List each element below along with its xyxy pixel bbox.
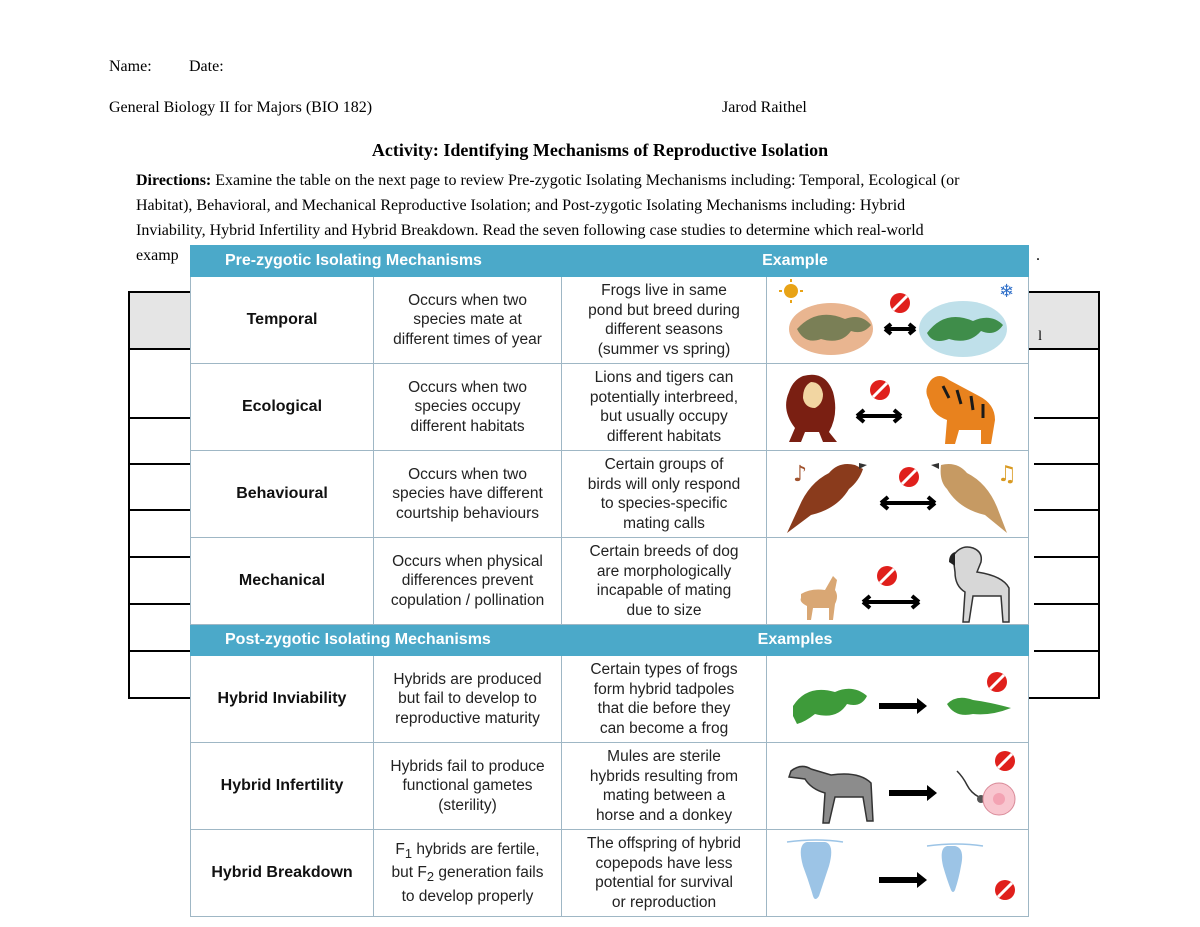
- directions-line-3: Inviability, Hybrid Infertility and Hybrid Breakdown. Read the seven following case studies to determine which real-world: [136, 222, 924, 239]
- copepods-icon: [767, 830, 1029, 917]
- table-row: [191, 743, 1029, 830]
- background-fragment: l: [1038, 329, 1042, 344]
- mechanism-example: Certain breeds of dog are morphologically incapable of mating due to size: [562, 538, 767, 625]
- lion-tiger-icon: [767, 364, 1029, 451]
- table-row: [191, 277, 1029, 364]
- dogs-size-icon: [767, 538, 1029, 625]
- date-label: Date:: [189, 58, 224, 75]
- mechanism-name: Ecological: [191, 364, 374, 451]
- mechanisms-table-image: [190, 245, 1028, 914]
- post-zygotic-header-row: [191, 625, 1029, 656]
- post-example-header: Examples: [562, 625, 1029, 656]
- mechanism-description: Occurs when two species mate at different times of year: [374, 277, 562, 364]
- post-zygotic-header: Post-zygotic Isolating Mechanisms: [191, 625, 562, 656]
- author-name: Jarod Raithel: [722, 99, 807, 116]
- frog-tadpole-icon: [767, 656, 1029, 743]
- pre-zygotic-header-row: [191, 246, 1029, 277]
- directions-line-4-start: examp: [136, 247, 179, 264]
- birds-song-icon: [767, 451, 1029, 538]
- table-row: [191, 364, 1029, 451]
- mechanism-name: Hybrid Inviability: [191, 656, 374, 743]
- directions-line-2: Habitat), Behavioral, and Mechanical Reproductive Isolation; and Post-zygotic Isolating Mechanisms including: Hybrid: [136, 197, 906, 214]
- mechanism-example: Lions and tigers can potentially interbreed, but usually occupy different habitats: [562, 364, 767, 451]
- course-title: General Biology II for Majors (BIO 182): [109, 99, 373, 116]
- svg-text:♫: ♫: [997, 462, 1017, 487]
- svg-text:♪: ♪: [793, 462, 808, 487]
- mechanism-name: Hybrid Infertility: [191, 743, 374, 830]
- table-row: [191, 451, 1029, 538]
- mule-gamete-icon: [767, 743, 1029, 830]
- mechanism-description: Occurs when two species have different courtship behaviours: [374, 451, 562, 538]
- mechanism-example: Mules are sterile hybrids resulting from mating between a horse and a donkey: [562, 743, 767, 830]
- mechanism-name: Hybrid Breakdown: [191, 830, 374, 917]
- svg-text:❄: ❄: [999, 281, 1015, 302]
- mechanism-name: Mechanical: [191, 538, 374, 625]
- mechanism-example: Certain groups of birds will only respond to species-specific mating calls: [562, 451, 767, 538]
- table-row: [191, 830, 1029, 917]
- table-row: [191, 656, 1029, 743]
- table-row: [191, 538, 1029, 625]
- mechanisms-table: [190, 245, 1029, 917]
- mechanism-description: Hybrids fail to produce functional gametes (sterility): [374, 743, 562, 830]
- activity-title: Activity: Identifying Mechanisms of Reproductive Isolation: [371, 140, 829, 160]
- name-label: Name:: [109, 58, 152, 75]
- mechanism-name: Temporal: [191, 277, 374, 364]
- directions-line-4-end: .: [1036, 247, 1040, 264]
- directions-line-1: Examine the table on the next page to review Pre-zygotic Isolating Mechanisms including: Temporal, Ecological (or: [215, 172, 960, 189]
- mechanism-description: Hybrids are produced but fail to develop to reproductive maturity: [374, 656, 562, 743]
- pre-example-header: Example: [562, 246, 1029, 277]
- mechanism-example: Certain types of frogs form hybrid tadpoles that die before they can become a frog: [562, 656, 767, 743]
- frogs-seasons-icon: [767, 277, 1029, 364]
- mechanism-example: The offspring of hybrid copepods have less potential for survival or reproduction: [562, 830, 767, 917]
- mechanism-description: Occurs when physical differences prevent copulation / pollination: [374, 538, 562, 625]
- mechanism-description: $F_1$ hybrids are fertile, but $F_2$ generation fails to develop properly: [374, 830, 562, 917]
- mechanism-name: Behavioural: [191, 451, 374, 538]
- directions-label: Directions:: [136, 172, 212, 189]
- mechanism-example: Frogs live in same pond but breed during different seasons (summer vs spring): [562, 277, 767, 364]
- mechanism-description: Occurs when two species occupy different habitats: [374, 364, 562, 451]
- pre-zygotic-header: Pre-zygotic Isolating Mechanisms: [191, 246, 562, 277]
